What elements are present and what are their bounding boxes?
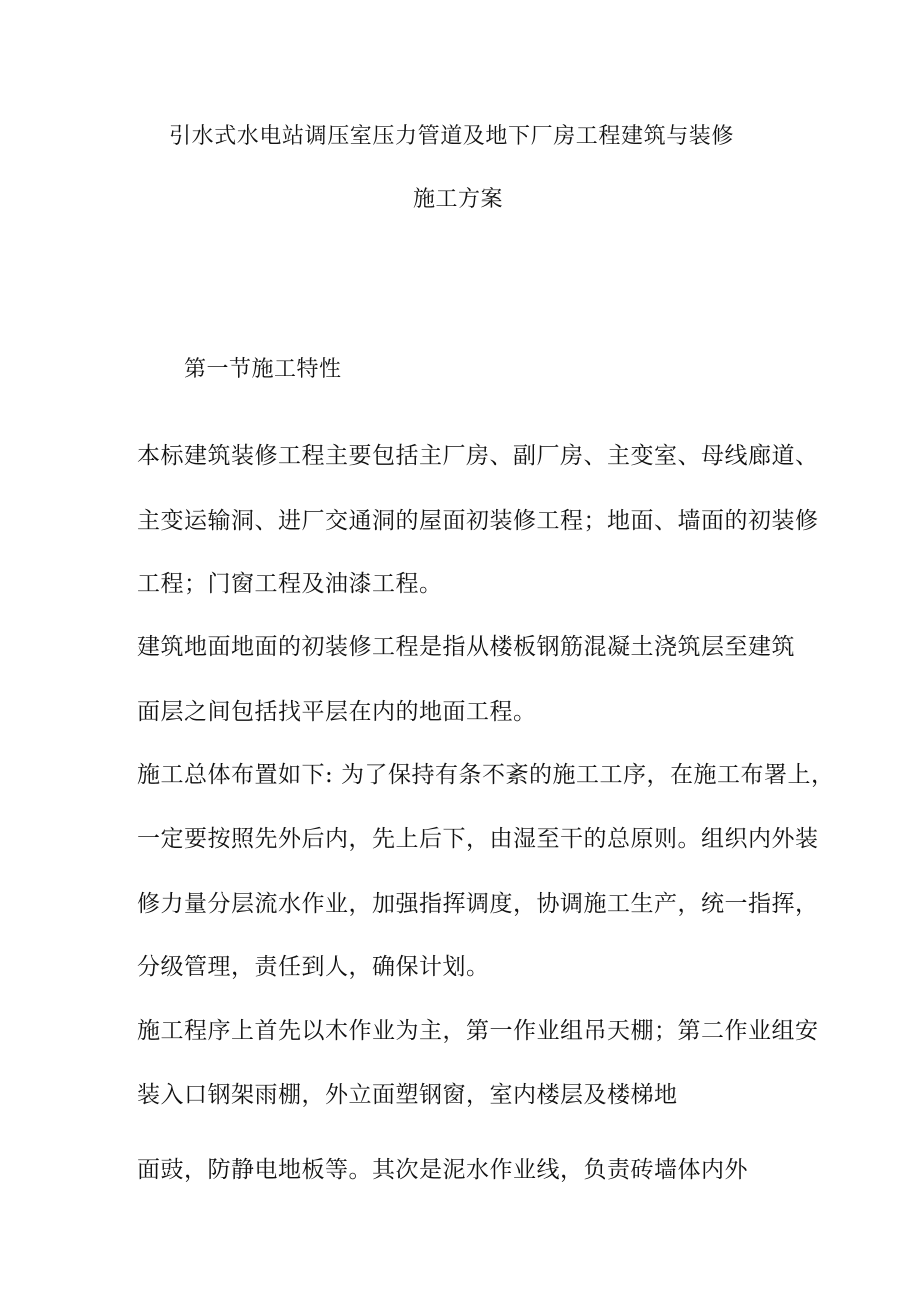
body-text-line: 施工总体布置如下: 为了保持有条不紊的施工工序，在施工布署上， [137,762,835,788]
document-title-line-2: 施工方案 [413,187,504,212]
body-text-line: 面层之间包括找平层在内的地面工程。 [137,699,537,725]
body-text-line: 主变运输洞、进厂交通洞的屋面初装修工程；地面、墙面的初装修 [137,508,819,534]
body-text-line: 修力量分层流水作业，加强指挥调度，协调施工生产，统一指挥， [137,891,819,917]
body-text-line: 工程；门窗工程及油漆工程。 [137,571,443,597]
document-title-line-1: 引水式水电站调压室压力管道及地下厂房工程建筑与装修 [169,124,735,149]
body-text-line: 分级管理，责任到人，确保计划。 [137,954,490,980]
body-text-line: 建筑地面地面的初装修工程是指从楼板钢筋混凝土浇筑层至建筑 [137,634,795,660]
body-text-line: 一定要按照先外后内，先上后下，由湿至干的总原则。组织内外装 [137,826,819,852]
section-heading: 第一节施工特性 [184,357,342,382]
body-text-line: 装入口钢架雨棚，外立面塑钢窗，室内楼层及楼梯地 [137,1082,678,1108]
body-text-line: 本标建筑装修工程主要包括主厂房、副厂房、主变室、母线廊道、 [137,443,819,469]
body-text-line: 面豉，防静电地板等。其次是泥水作业线，负责砖墙体内外 [137,1157,748,1183]
body-text-line: 施工程序上首先以木作业为主，第一作业组吊天棚；第二作业组安 [137,1018,819,1044]
